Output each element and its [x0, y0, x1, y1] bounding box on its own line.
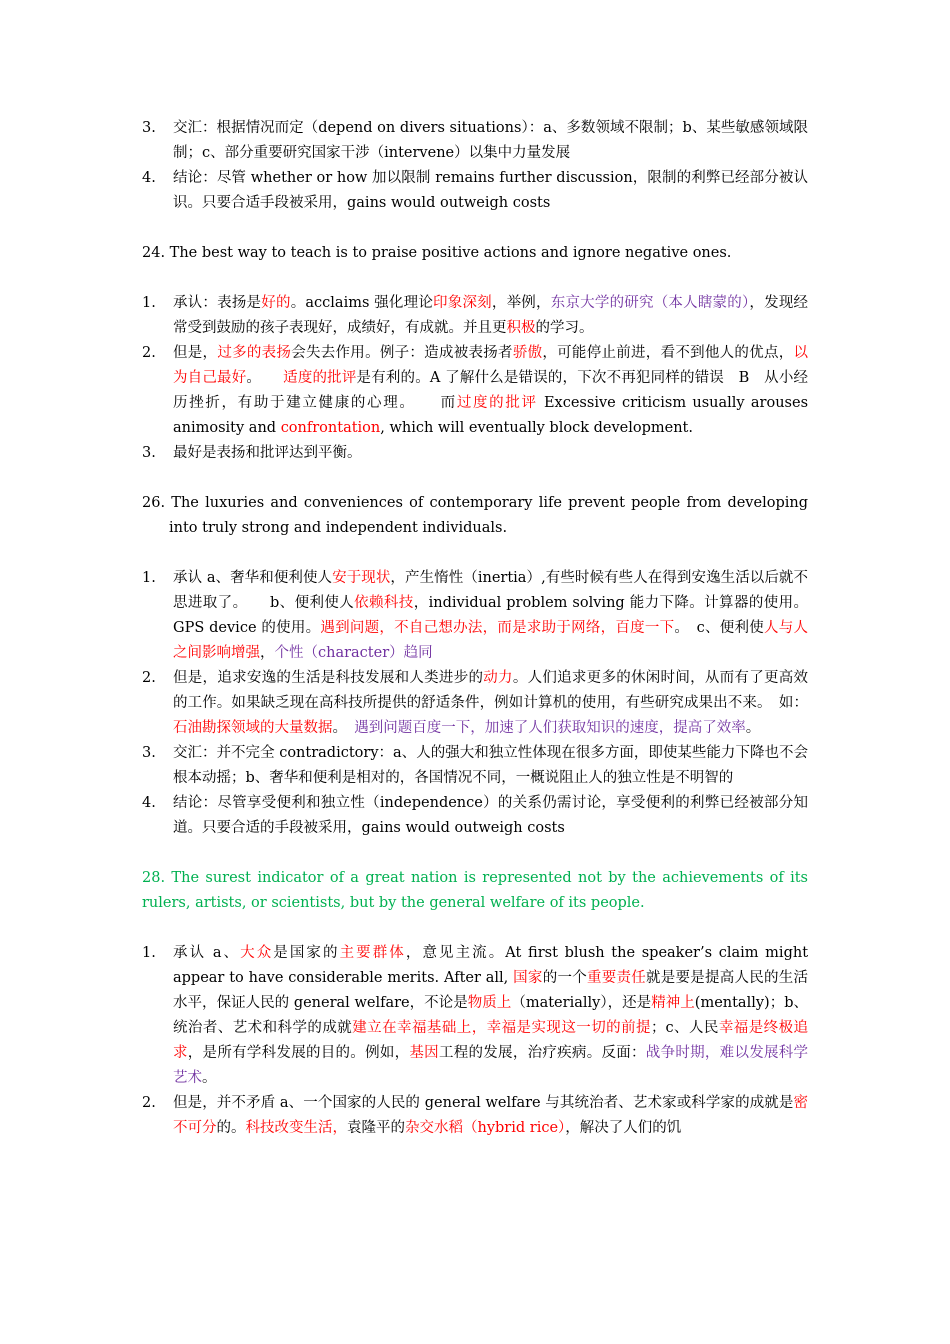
item-text: 的一个 [542, 970, 587, 986]
item-text: 。 [745, 720, 761, 736]
highlight-red: 安于现状 [332, 570, 391, 586]
highlight-red: 国家 [513, 970, 543, 986]
question-28: 28. The surest indicator of a great nation is represented not by the achievements of its rulers, artists, or scientists, but by the general welfare of its people. [142, 870, 808, 911]
highlight-red: 精神上 [651, 995, 695, 1011]
item-text: 交汇：根据情况而定（depend on divers situations）：a、多数领域不限制；b、某些敏感领域限制；c、部分重要研究国家干涉（intervene）以集中力量发展 [173, 120, 808, 161]
highlight-red: 过度的批评 [456, 395, 538, 411]
item-text: 的学习。 [535, 320, 594, 336]
highlight-red: 主要群体 [339, 945, 406, 961]
highlight-purple: 战争时期，难以发展科学艺术 [173, 1045, 809, 1086]
highlight-red: 适度的批评 [283, 370, 357, 386]
highlight-red: 人与人之间影响增强 [173, 620, 809, 661]
item-text: ，是所有学科发展的目的。例如， [187, 1045, 410, 1061]
spacer [142, 266, 808, 291]
item-text: 工程的发展，治疗疾病。反面： [438, 1045, 646, 1061]
item-text: ，举例， [491, 295, 551, 311]
list-number: 3. [142, 745, 156, 761]
list-number: 3. [142, 445, 156, 461]
list-item [142, 941, 808, 1091]
list-item [142, 1091, 808, 1141]
item-text: 结论：尽管享受便利和独立性（independence）的关系仍需讨论，享受便利的利弊已经被部分知道。只要合适的手段被采用，gains would outweigh costs [173, 795, 808, 836]
spacer [142, 841, 808, 866]
item-text: 就是要是提高人民的生活水平，保证人民的 general welfare，不论是 [173, 970, 809, 1011]
list-number: 2. [142, 670, 156, 686]
item-text: 承认 a、 [173, 945, 241, 961]
item-text: 。 [332, 720, 355, 736]
highlight-red: 过多的表扬 [217, 345, 292, 361]
list-item [142, 166, 808, 216]
highlight-red: confrontation [280, 420, 381, 436]
item-text: ，解决了人们的饥 [565, 1120, 682, 1136]
item-text: 。人们追求更多的休闲时间，从而有了更高效的工作。如果缺乏现在高科技所提供的舒适条件，例如计算机的使用，有些研究成果出不来。 如： [173, 670, 809, 711]
list-number: 3. [142, 120, 156, 136]
item-text: 。acclaims 强化理论 [290, 295, 434, 311]
list-item [142, 341, 808, 441]
item-text: Excessive criticism usually arouses animosity and [173, 395, 809, 436]
highlight-purple: 东京大学的研究（本人瞎蒙的） [550, 295, 750, 311]
list-item [142, 566, 808, 666]
list-item [142, 441, 808, 466]
highlight-red: 建立在幸福基础上，幸福是实现这一切的前提 [352, 1020, 651, 1036]
spacer [142, 916, 808, 941]
list-item [142, 791, 808, 841]
highlight-purple: 遇到问题百度一下，加速了人们获取知识的速度，提高了效率 [354, 720, 746, 736]
item-text: 最好是表扬和批评达到平衡。 [173, 445, 362, 461]
list-number: 2. [142, 1095, 156, 1111]
item-text: ， [260, 645, 275, 661]
item-text: ，individual problem solving 能力下降。计算器的使用。GPS device 的使用。 [173, 595, 809, 636]
item-text: ；c、人民 [650, 1020, 719, 1036]
item-text: 。 [246, 370, 284, 386]
item-text: 。 [202, 1070, 217, 1086]
highlight-red: 科技改变生活， [245, 1120, 347, 1136]
highlight-red: 基因 [409, 1045, 439, 1061]
highlight-red: 密不可分 [173, 1095, 808, 1136]
list-item [142, 666, 808, 741]
spacer [142, 466, 808, 491]
item-text: ，发现经常受到鼓励的孩子表现好，成绩好，有成就。并且更 [173, 295, 809, 336]
item-text: 是国家的 [273, 945, 340, 961]
item-text: 。 c、便利使 [674, 620, 765, 636]
highlight-red: 好的 [261, 295, 291, 311]
highlight-red: 物质上 [467, 995, 512, 1011]
item-text: 结论：尽管 whether or how 加以限制 remains further discussion，限制的利弊已经部分被认识。只要合适手段被采用，gains would outweigh costs [173, 170, 808, 211]
highlight-red: 杂交水稻（hybrid rice） [405, 1120, 566, 1136]
list-number: 1. [142, 570, 156, 586]
item-text: (mentally)；b、统治者、艺术和科学的成就 [173, 995, 809, 1036]
list-number: 2. [142, 345, 156, 361]
spacer [142, 541, 808, 566]
item-text: 的。 [216, 1120, 246, 1136]
highlight-red: 大众 [240, 945, 274, 961]
list-number: 4. [142, 795, 156, 811]
item-text: 是有利的。A 了解什么是错误的，下次不再犯同样的错误 B 从小经历挫折，有助于建立健康的心理。 而 [173, 370, 809, 411]
item-text: , which will eventually block development. [380, 420, 693, 436]
highlight-red: 石油勘探领域的大量数据 [173, 720, 333, 736]
highlight-red: 重要责任 [586, 970, 646, 986]
item-text: ，意见主流。At first blush the speaker’s claim might appear to have considerable merits. After all, [173, 945, 809, 986]
item-text: （materially），还是 [511, 995, 652, 1011]
item-text: 但是， [173, 345, 218, 361]
item-text: 但是，追求安逸的生活是科技发展和人类进步的 [173, 670, 484, 686]
highlight-red: 动力 [483, 670, 513, 686]
highlight-red: 以为自己最好 [173, 345, 809, 386]
document-page [142, 116, 808, 1141]
highlight-red: 依赖科技 [354, 595, 414, 611]
list-item [142, 291, 808, 341]
list-item [142, 741, 808, 791]
list-number: 4. [142, 170, 156, 186]
item-text: 承认：表扬是 [173, 295, 262, 311]
item-text: 会失去作用。例子：造成被表扬者 [291, 345, 513, 361]
list-number: 1. [142, 945, 156, 961]
highlight-red: 积极 [506, 320, 536, 336]
question-26: 26. The luxuries and conveniences of contemporary life prevent people from developing into truly strong and independent individuals. [142, 495, 808, 536]
highlight-purple: 个性（character）趋同 [274, 645, 433, 661]
highlight-red: 幸福是终极追求 [173, 1020, 809, 1061]
item-text: 交汇：并不完全 contradictory：a、人的强大和独立性体现在很多方面，即使某些能力下降也不会根本动摇；b、奢华和便利是相对的，各国情况不同，一概说阻止人的独立性是不明智的 [173, 745, 808, 786]
item-text: 承认 a、奢华和便利使人 [173, 570, 333, 586]
item-text: ，产生惰性（inertia）,有些时候有些人在得到安逸生活以后就不思进取了。 b、便利使人 [173, 570, 808, 611]
highlight-red: 遇到问题，不自己想办法，而是求助于网络，百度一下 [320, 620, 675, 636]
item-text: ，可能停止前进，看不到他人的优点， [542, 345, 794, 361]
question-24: 24. The best way to teach is to praise positive actions and ignore negative ones. [142, 245, 732, 261]
highlight-red: 骄傲 [512, 345, 543, 361]
highlight-red: 印象深刻 [433, 295, 492, 311]
item-text: 袁隆平的 [347, 1120, 405, 1136]
spacer [142, 216, 808, 241]
list-item [142, 116, 808, 166]
list-number: 1. [142, 295, 156, 311]
item-text: 但是，并不矛盾 a、一个国家的人民的 general welfare 与其统治者、艺术家或科学家的成就是 [173, 1095, 794, 1111]
